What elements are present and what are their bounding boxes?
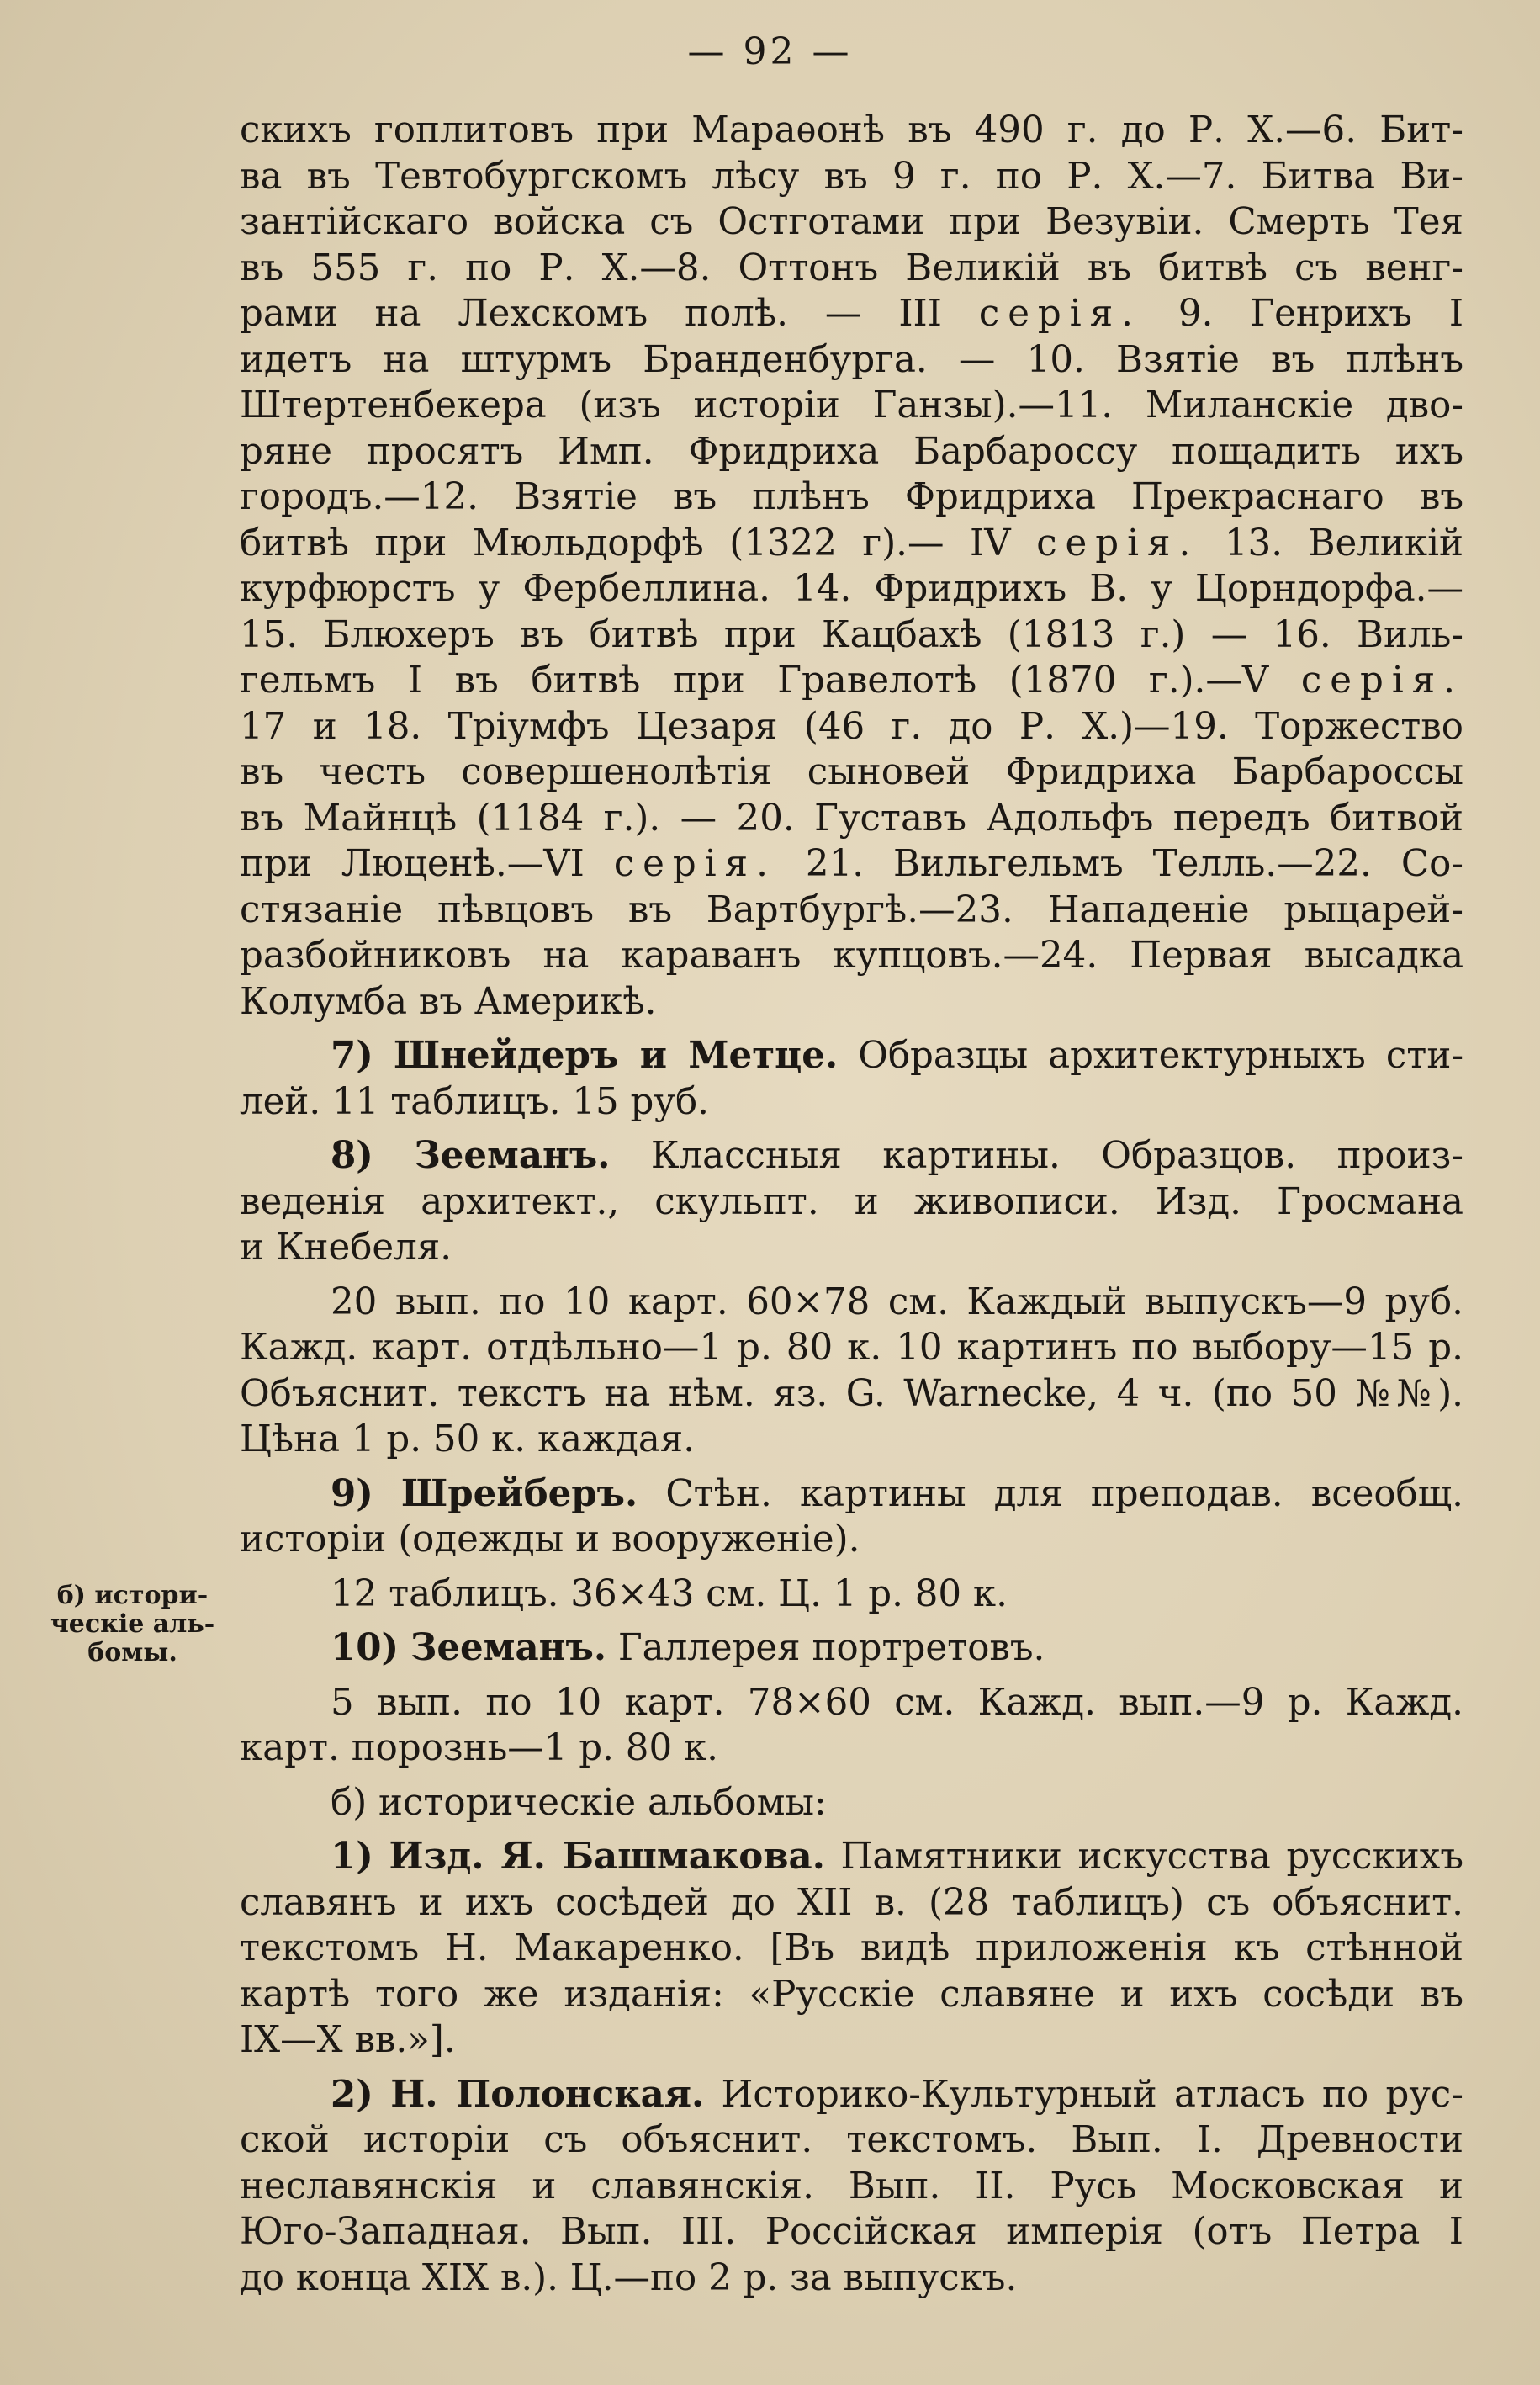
entry-author: Зееманъ.: [410, 1626, 607, 1669]
entry-author: Изд. Я. Башмакова.: [389, 1835, 825, 1878]
text-line: при Люценѣ.—VI серія. 21. Вильгельмъ Телль.—22. Со-: [240, 843, 1464, 885]
entry-b2: 2) Н. Полонская. Историко-Культурный атласъ по рус-: [331, 2072, 1463, 2116]
text-line: Цѣна 1 р. 50 к. каждая.: [240, 1418, 696, 1460]
text-line: въ 555 г. по Р. Х.—8. Оттонъ Великій въ битвѣ съ венг-: [240, 246, 1463, 289]
margin-note: [34, 1582, 231, 1667]
entry-10: 10) Зееманъ. Галлерея портретовъ.: [331, 1626, 1045, 1669]
text-line: скихъ гоплитовъ при Мараѳонѣ въ 490 г. до Р. Х.—6. Бит-: [240, 109, 1463, 151]
text-line: 5 вып. по 10 карт. 78×60 см. Кажд. вып.—9 р. Кажд.: [331, 1681, 1463, 1724]
text-line: Штертенбекера (изъ исторіи Ганзы).—11. Миланскіе дво-: [240, 384, 1463, 427]
page-number: — 92 —: [687, 30, 853, 73]
text-line: 12 таблицъ. 36×43 см. Ц. 1 р. 80 к.: [331, 1572, 1008, 1615]
text-line: и Кнебеля.: [240, 1227, 452, 1269]
text-line: городъ.—12. Взятіе въ плѣнъ Фридриха Прекраснаго въ: [240, 476, 1463, 518]
margin-note-line: б) истори-: [56, 1581, 209, 1610]
text-line: карт. порознь—1 р. 80 к.: [240, 1727, 719, 1769]
entry-7: 7) Шнейдеръ и Метце. Образцы архитектурныхъ сти-: [331, 1034, 1464, 1077]
text-line: стязаніе пѣвцовъ въ Вартбургѣ.—23. Нападеніе рыцарей-: [240, 888, 1463, 931]
text-line: 15. Блюхеръ въ битвѣ при Кацбахѣ (1813 г.) — 16. Виль-: [240, 613, 1463, 656]
text-line: веденія архитект., скульпт. и живописи. Изд. Гросмана: [240, 1180, 1463, 1223]
section-heading: б) историческіе альбомы:: [331, 1781, 827, 1824]
entry-author: Шнейдеръ и Метце.: [393, 1034, 839, 1077]
text-line: ва въ Тевтобургскомъ лѣсу въ 9 г. по Р. Х.—7. Битва Ви-: [240, 155, 1463, 198]
text-line: ряне просятъ Имп. Фридриха Барбароссу пощадить ихъ: [240, 430, 1463, 473]
text-line: Юго-Западная. Вып. III. Россійская имперія (отъ Петра I: [240, 2211, 1463, 2253]
entry-author: Шрейберъ.: [401, 1471, 638, 1515]
entry-b1: 1) Изд. Я. Башмакова. Памятники искусства русскихъ: [331, 1835, 1463, 1878]
margin-note-line: бомы.: [87, 1638, 177, 1667]
text-line: курфюрстъ у Фербеллина. 14. Фридрихъ В. у Цорндорфа.—: [240, 568, 1463, 610]
text-line: въ Майнцѣ (1184 г.). — 20. Густавъ Адольфъ передъ битвой: [240, 797, 1463, 840]
text-line: разбойниковъ на караванъ купцовъ.—24. Первая высадка: [240, 935, 1463, 977]
text-line: 20 вып. по 10 карт. 60×78 см. Каждый выпускъ—9 руб.: [331, 1280, 1463, 1323]
text-line: ской исторіи съ объяснит. текстомъ. Вып. I. Древности: [240, 2119, 1463, 2161]
text-line: IX—X вв.»].: [240, 2019, 456, 2061]
text-line: зантійскаго войска съ Остготами при Везувіи. Смерть Тея: [240, 201, 1463, 243]
text-line: лей. 11 таблицъ. 15 руб.: [240, 1080, 709, 1123]
text-line: Колумба въ Америкѣ.: [240, 980, 657, 1023]
text-line: исторіи (одежды и вооруженіе).: [240, 1518, 860, 1561]
entry-9: 9) Шрейберъ. Стѣн. картины для преподав. всеобщ.: [331, 1471, 1464, 1515]
main-text: [240, 108, 1463, 2301]
text-line: неславянскія и славянскія. Вып. II. Русь Московская и: [240, 2165, 1463, 2207]
entry-8: 8) Зееманъ. Классныя картины. Образцов. произ-: [331, 1134, 1464, 1177]
text-line: идетъ на штурмъ Бранденбурга. — 10. Взятіе въ плѣнъ: [240, 338, 1463, 381]
text-line: Кажд. карт. отдѣльно—1 р. 80 к. 10 картинъ по выбору—15 р.: [240, 1327, 1463, 1369]
text-line: до конца XIX в.). Ц.—по 2 р. за выпускъ.: [240, 2256, 1018, 2299]
text-line: 17 и 18. Тріумфъ Цезаря (46 г. до Р. Х.)—19. Торжество: [240, 705, 1463, 748]
text-line: гельмъ I въ битвѣ при Гравелотѣ (1870 г.).—V серія.: [240, 660, 1464, 702]
text-line: текстомъ Н. Макаренко. [Въ видѣ приложенія къ стѣнной: [240, 1927, 1463, 1969]
entry-author: Н. Полонская.: [390, 2072, 705, 2116]
entry-author: Зееманъ.: [414, 1134, 611, 1177]
margin-note-line: ческіе аль-: [50, 1609, 215, 1639]
text-line: Объяснит. текстъ на нѣм. яз. G. Warnecke, 4 ч. (по 50 №№).: [240, 1372, 1463, 1415]
text-line: славянъ и ихъ сосѣдей до XII в. (28 таблицъ) съ объяснит.: [240, 1881, 1463, 1924]
text-line: рами на Лехскомъ полѣ. — III серія. 9. Генрихъ I: [240, 293, 1464, 335]
text-line: въ честь совершенолѣтія сыновей Фридриха Барбароссы: [240, 751, 1463, 793]
text-line: картѣ того же изданія: «Русскіе славяне и ихъ сосѣди въ: [240, 1973, 1463, 2016]
text-line: битвѣ при Мюльдорфѣ (1322 г).— IV серія. 13. Великій: [240, 522, 1463, 564]
